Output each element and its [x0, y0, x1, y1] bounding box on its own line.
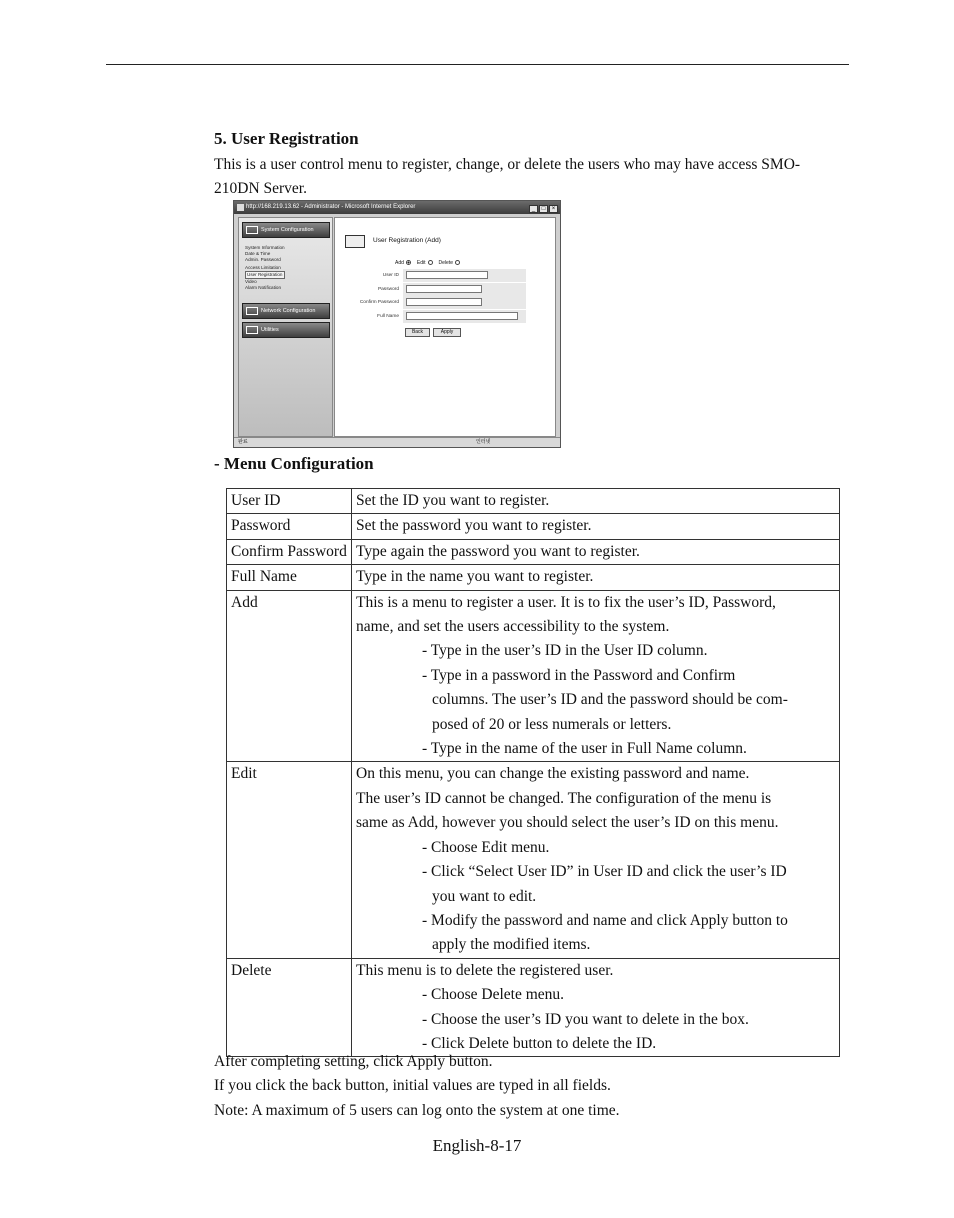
table-row	[227, 514, 840, 539]
edit-step-cont: apply the modified items.	[432, 936, 591, 954]
computer-icon	[246, 226, 258, 234]
delete-step: - Click Delete button to delete the ID.	[422, 1034, 657, 1052]
menu-configuration-heading: - Menu Configuration	[214, 454, 374, 473]
row-desc-full-name: Type in the name you want to register.	[352, 565, 840, 590]
add-step: - Type in the user’s ID in the User ID column.	[422, 642, 708, 660]
edit-step: - Click “Select User ID” in User ID and click the user’s ID	[422, 863, 787, 881]
sidebar	[238, 217, 333, 437]
user-id-input[interactable]	[406, 271, 488, 279]
sidebar-item-alarm-notification[interactable]: Alarm Notification	[245, 285, 281, 290]
browser-icon	[237, 204, 244, 211]
row-desc-add	[352, 590, 840, 762]
network-icon	[246, 307, 258, 315]
sidebar-item-date-time[interactable]: Date & Time	[245, 251, 271, 256]
row-desc-user-id: Set the ID you want to register.	[352, 489, 840, 514]
content-panel	[334, 217, 556, 437]
add-step-cont: columns. The user’s ID and the password should be com-	[432, 691, 788, 709]
row-desc-confirm-password: Type again the password you want to register.	[352, 539, 840, 564]
sidebar-item-access-limitation[interactable]: Access Limitation	[245, 265, 281, 270]
full-name-label: Full Name	[377, 314, 399, 319]
screenshot-figure	[233, 200, 561, 448]
content-heading: User Registration (Add)	[373, 237, 441, 244]
password-label: Password	[377, 287, 399, 292]
status-zone: 인터넷	[476, 439, 491, 445]
row-key-confirm-password: Confirm Password	[227, 539, 352, 564]
confirm-password-input[interactable]	[406, 298, 482, 306]
user-id-row	[345, 269, 526, 282]
mode-selector	[395, 260, 466, 266]
sidebar-item-user-registration[interactable]: User Registration	[247, 272, 283, 277]
menu-configuration-table	[226, 488, 840, 1057]
user-id-label: User ID	[382, 273, 399, 278]
header-rule	[106, 64, 849, 65]
mode-add-label: Add	[395, 260, 404, 266]
note-line: After completing setting, click Apply button.	[214, 1053, 493, 1070]
mode-edit-radio[interactable]	[428, 260, 433, 265]
intro-paragraph: This is a user control menu to register, change, or delete the users who may have access SMO-210DN Server.	[214, 156, 801, 197]
back-button[interactable]: Back	[405, 328, 430, 337]
table-row	[227, 762, 840, 958]
delete-line: This menu is to delete the registered user.	[356, 961, 614, 979]
confirm-password-row	[345, 296, 526, 309]
sidebar-item-video[interactable]: Video	[245, 279, 257, 284]
delete-step: - Choose Delete menu.	[422, 986, 565, 1004]
window-controls	[528, 203, 558, 216]
table-row	[227, 958, 840, 1057]
add-step: - Type in a password in the Password and Confirm	[422, 666, 736, 684]
user-registration-icon	[345, 235, 365, 248]
tools-icon	[246, 326, 258, 334]
mode-delete-radio[interactable]	[455, 260, 460, 265]
row-key-full-name: Full Name	[227, 565, 352, 590]
edit-step: - Choose Edit menu.	[422, 838, 550, 856]
closing-notes	[214, 1050, 620, 1123]
table-row	[227, 565, 840, 590]
add-line: This is a menu to register a user. It is to fix the user’s ID, Password,	[356, 593, 776, 611]
row-desc-password: Set the password you want to register.	[352, 514, 840, 539]
password-input[interactable]	[406, 285, 482, 293]
browser-title: http://168.219.13.62 - Administrator - Microsoft Internet Explorer	[246, 204, 416, 210]
full-name-row	[345, 310, 526, 323]
edit-line: On this menu, you can change the existing password and name.	[356, 765, 750, 783]
mode-edit-label: Edit	[416, 260, 426, 266]
status-done: 완료	[238, 439, 248, 445]
table-row	[227, 539, 840, 564]
row-key-edit: Edit	[227, 762, 352, 958]
utilities-button[interactable]: Utilities	[242, 322, 330, 338]
maximize-icon[interactable]: □	[539, 205, 548, 213]
delete-step: - Choose the user’s ID you want to delete in the box.	[422, 1010, 749, 1028]
confirm-password-label: Confirm Password	[359, 300, 399, 305]
close-icon[interactable]: ×	[549, 205, 558, 213]
add-line: name, and set the users accessibility to the system.	[356, 618, 670, 636]
row-key-password: Password	[227, 514, 352, 539]
note-line: If you click the back button, initial values are typed in all fields.	[214, 1077, 611, 1095]
table-row	[227, 489, 840, 514]
page-number: English-8-17	[432, 1136, 522, 1155]
add-step: - Type in the name of the user in Full Name column.	[422, 740, 747, 758]
network-configuration-button[interactable]: Network Configuration	[242, 303, 330, 319]
sidebar-item-system-information[interactable]: System Information	[245, 245, 285, 250]
row-key-add: Add	[227, 590, 352, 762]
row-desc-edit	[352, 762, 840, 958]
row-desc-delete	[352, 958, 840, 1057]
browser-statusbar	[234, 437, 560, 447]
edit-step: - Modify the password and name and click Apply button to	[422, 911, 788, 929]
apply-button[interactable]: Apply	[433, 328, 461, 337]
sidebar-item-admin-password[interactable]: Admin. Password	[245, 257, 281, 262]
section-title: 5. User Registration	[214, 129, 359, 148]
edit-line: The user’s ID cannot be changed. The configuration of the menu is	[356, 789, 772, 807]
edit-line: same as Add, however you should select the user’s ID on this menu.	[356, 814, 779, 832]
full-name-input[interactable]	[406, 312, 518, 320]
edit-step-cont: you want to edit.	[432, 887, 537, 905]
minimize-icon[interactable]: _	[529, 205, 538, 213]
browser-titlebar	[234, 201, 560, 214]
note-line: Note: A maximum of 5 users can log onto the system at one time.	[214, 1101, 620, 1119]
mode-add-radio[interactable]	[406, 260, 411, 265]
table-row	[227, 590, 840, 762]
mode-delete-label: Delete	[438, 260, 453, 266]
row-key-user-id: User ID	[227, 489, 352, 514]
system-configuration-button[interactable]: System Configuration	[242, 222, 330, 238]
row-key-delete: Delete	[227, 958, 352, 1057]
add-step-cont: posed of 20 or less numerals or letters.	[432, 715, 672, 733]
password-row	[345, 283, 526, 296]
